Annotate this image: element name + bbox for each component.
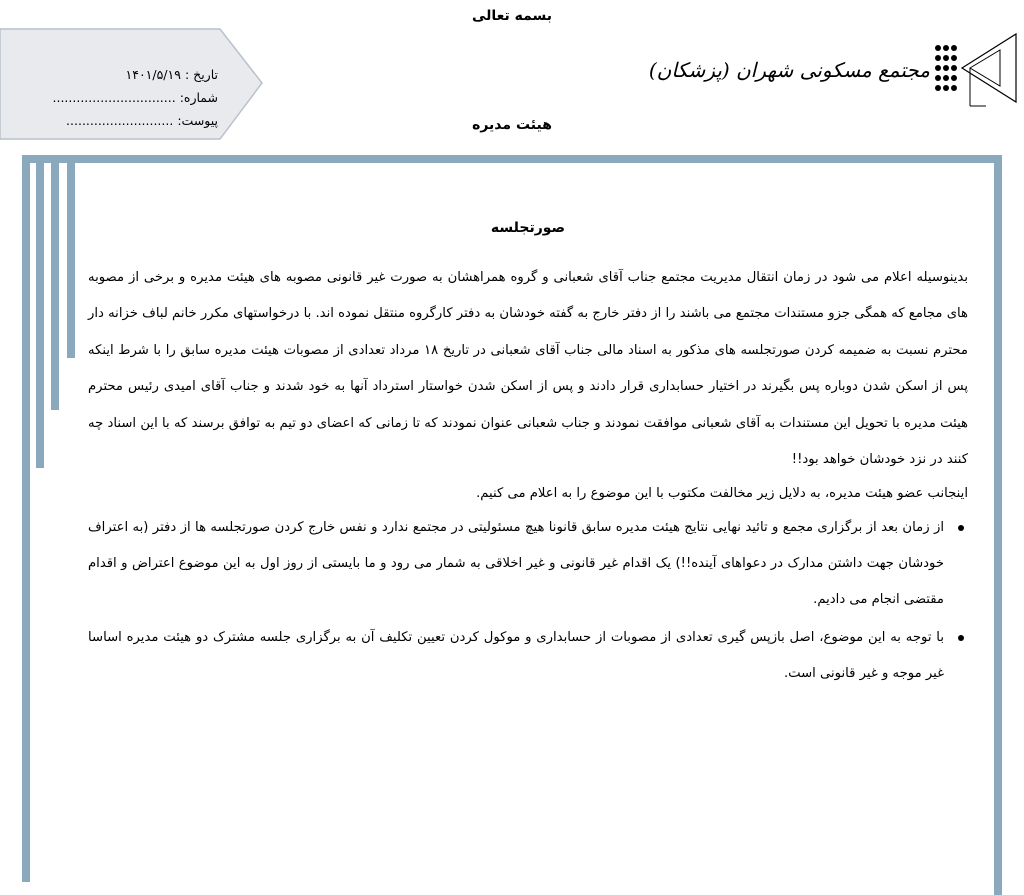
frame-bar-4 xyxy=(67,155,75,358)
number-line xyxy=(40,86,218,109)
logo-text: مجتمع مسکونی شهران (پزشکان) xyxy=(648,58,930,82)
attachment-dots: ........................... xyxy=(66,113,174,128)
invocation-heading: بسمه تعالی xyxy=(471,8,553,24)
list-item xyxy=(88,620,944,692)
frame-bar-3 xyxy=(51,155,59,410)
document-title: صورتجلسه xyxy=(490,220,566,236)
list-item-text: با توجه به این موضوع، اصل بازپس گیری تعدادی از مصوبات از حسابداری و موکول کردن تعیین تکلیف آن به برگزاری جلسه مشترک دو هیئت مدیره اساسا غیر موجه و غیر قانونی است. xyxy=(88,630,944,682)
list-item xyxy=(88,510,944,618)
frame-bar-1 xyxy=(22,155,30,882)
bullet-icon xyxy=(958,525,964,531)
objection-intro: اینجانب عضو هیئت مدیره، به دلایل زیر مخالفت مکتوب با این موضوع را به اعلام می کنیم. xyxy=(476,486,968,502)
date-value: ۱۴۰۱/۵/۱۹ xyxy=(125,67,181,82)
list-item-text: از زمان بعد از برگزاری مجمع و تائید نهایی نتایج هیئت مدیره سابق قانونا هیچ مسئولیتی در مجتمع ندارد و نفس خارج کردن صورتجلسه ها از دفتر (به اعتراف خودشان جهت داشتن مدارک در دعواهای آینده!!) یک اقدام غیر قانونی و غیر اخلاقی به شمار می رود و ما بایستی از روز اول به این موضوع اعتراض و اقدام مقتضی انجام می دادیم. xyxy=(88,520,944,608)
attachment-label: پیوست: xyxy=(177,113,218,128)
bullet-icon xyxy=(958,635,964,641)
date-line xyxy=(40,63,218,86)
date-label: تاریخ : xyxy=(184,67,218,82)
logo xyxy=(648,28,1024,114)
number-label: شماره: xyxy=(179,90,218,105)
number-dots: ............................... xyxy=(52,90,176,105)
document-content xyxy=(88,168,968,692)
frame-bar-2 xyxy=(36,155,44,468)
board-heading: هیئت مدیره xyxy=(472,117,552,133)
body-paragraph: بدینوسیله اعلام می شود در زمان انتقال مدیریت مجتمع جناب آقای شعبانی و گروه همراهشان به صورت غیر قانونی مصوبه های هیئت مدیره و برخی از مصوبه های مجامع که همگی جزو مستندات مجتمع می باشند را از دفتر خارج به گفته خودشان به دفتر کارگروه منتقل نموده اند. با درخواستهای مکرر خانم لباف خزانه دار محترم نسبت به ضمیمه کردن صورتجلسه های مذکور به اسناد مالی جناب آقای شعبانی در تاریخ ۱۸ مرداد تعدادی از مصوبات هیئت مدیره سابق را با شرط اینکه پس از اسکن شدن دوباره پس بگیرند در اختیار حسابداری قرار دادند و پس از اسکن شدن خواستار استرداد آنها به خود شدند و جناب آقای امیدی رئیس محترم هیئت مدیره با تحویل این مستندات به آقای شعبانی موافقت نمودند و جناب شعبانی عنوان نمودند که تا زمانی که اعضای دو تیم به توافق برسند که با این اسناد چه کنند در نزد خودشان خواهد بود!! xyxy=(88,270,968,468)
objection-list xyxy=(88,510,968,692)
